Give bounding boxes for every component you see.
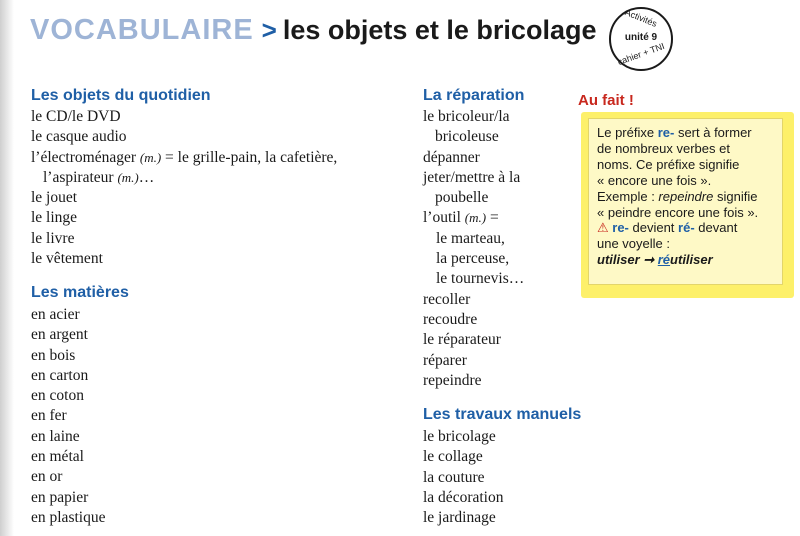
aufait-line: Le préfixe re- sert à former: [597, 125, 752, 140]
aufait-line: une voyelle :: [597, 236, 670, 252]
aufait-line: « encore une fois ».: [597, 172, 712, 188]
list-item: le réparateur: [423, 331, 501, 349]
list-item: en fer: [31, 407, 67, 425]
list-travaux: [423, 427, 503, 528]
topic-title: les objets et le bricolage: [282, 15, 597, 45]
list-item: en acier: [31, 306, 80, 323]
list-item: le bricoleur/la: [423, 108, 510, 125]
aufait-line: ⚠ re- devient ré- devant: [597, 220, 738, 236]
list-item: en bois: [31, 346, 76, 364]
list-quotidien: [31, 107, 337, 269]
activities-badge: [609, 7, 673, 71]
list-item: le tournevis…: [436, 270, 525, 288]
list-item: la couture: [423, 468, 485, 486]
aufait-line: Exemple : repeindre signifie: [597, 188, 758, 204]
list-item: en or: [31, 468, 63, 486]
vocabulary-label: VOCABULAIRE: [30, 14, 254, 46]
list-item: le livre: [31, 229, 75, 247]
list-item: en carton: [31, 366, 89, 384]
section-title-reparation: La réparation: [423, 87, 525, 104]
list-item: jeter/mettre à la: [423, 168, 521, 186]
badge-activities: Activités: [623, 7, 659, 29]
list-item: poubelle: [435, 189, 489, 207]
section-title-quotidien: Les objets du quotidien: [31, 87, 211, 104]
badge-unit: unité 9: [624, 32, 658, 43]
aufait-title: Au fait !: [578, 92, 634, 109]
list-item: le marteau,: [436, 229, 505, 247]
list-reparation: [423, 107, 524, 391]
arrow-icon: ➞: [639, 252, 658, 268]
list-item: la perceuse,: [436, 250, 510, 268]
warning-icon: ⚠: [597, 220, 609, 236]
aufait-line: de nombreux verbes et: [597, 140, 730, 156]
badge-cahier: cahier + TNI: [616, 40, 666, 68]
list-item: bricoleuse: [435, 128, 499, 146]
list-item: réparer: [423, 351, 467, 369]
list-item: en laine: [31, 427, 80, 445]
list-item: le collage: [423, 448, 483, 466]
section-title-travaux: Les travaux manuels: [423, 406, 582, 423]
list-item: dépanner: [423, 148, 480, 166]
list-item: recoller: [423, 290, 471, 308]
list-item: le jouet: [31, 189, 78, 207]
aufait-line: noms. Ce préfixe signifie: [597, 156, 740, 172]
list-item: en papier: [31, 488, 89, 506]
list-item: en argent: [31, 326, 88, 344]
aufait-note: [588, 118, 783, 285]
title-arrow: >: [261, 15, 277, 45]
aufait-line: « peindre encore une fois ».: [597, 204, 759, 220]
list-item: le vêtement: [31, 250, 103, 268]
page-title: [30, 14, 596, 47]
list-matieres: [31, 305, 105, 528]
list-item: en métal: [31, 448, 84, 466]
list-item: la décoration: [423, 488, 504, 506]
list-item: l’électroménager (m.) = le grille-pain, la cafetière,: [31, 148, 338, 166]
list-item: le jardinage: [423, 509, 496, 527]
list-item: en coton: [31, 387, 84, 405]
list-item: repeindre: [423, 371, 482, 389]
aufait-line: utiliser ➞ réutiliser: [597, 252, 713, 268]
list-item: le casque audio: [31, 128, 127, 146]
list-item: l’outil (m.) =: [423, 209, 499, 227]
list-item: le linge: [31, 209, 78, 227]
list-item: le bricolage: [423, 428, 496, 445]
list-item: le CD/le DVD: [31, 108, 121, 125]
list-item: l’aspirateur (m.)…: [43, 168, 155, 186]
list-item: en plastique: [31, 508, 106, 526]
list-item: recoudre: [423, 310, 478, 328]
section-title-matieres: Les matières: [31, 284, 129, 301]
page-gutter: [0, 0, 14, 536]
